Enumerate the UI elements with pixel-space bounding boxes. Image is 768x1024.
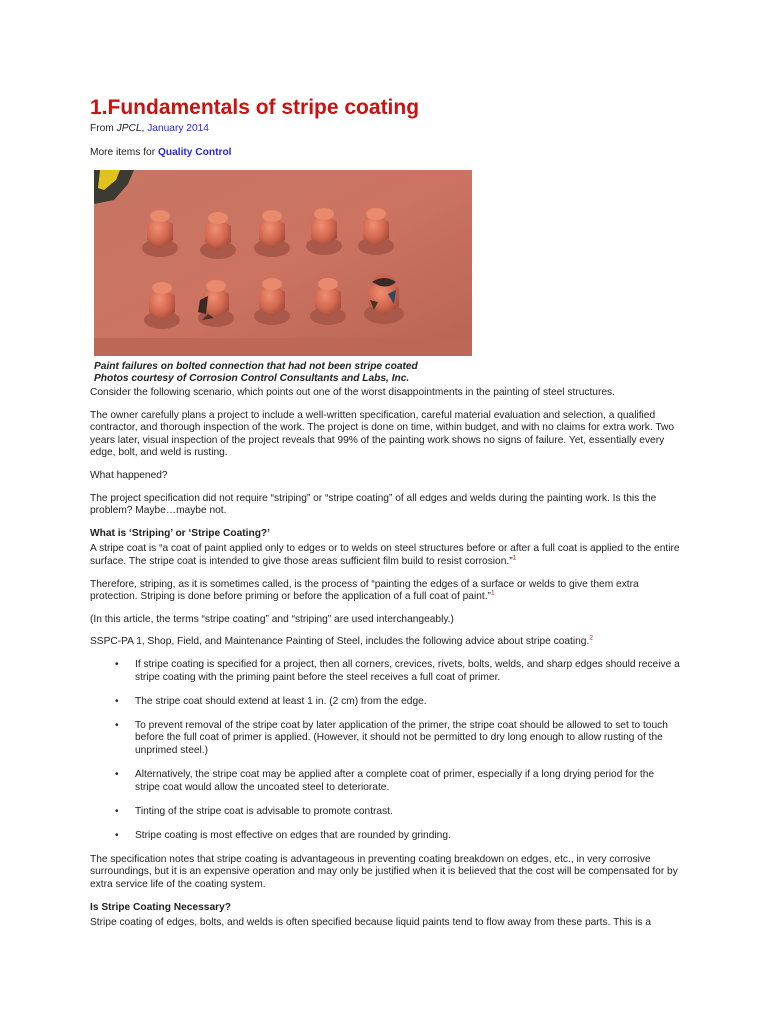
paragraph-text: Therefore, striping, as it is sometimes called, is the process of “painting the edges of a surface or welds to give them extra protection. Striping is done before priming or before the application of a full coat of paint.” [90,578,639,603]
bullet-icon: • [115,719,119,731]
date-link[interactable]: January 2014 [147,123,209,134]
paragraph: Consider the following scenario, which points out one of the worst disappointments in the painting of steel structures. [90,387,615,398]
article-title: 1.Fundamentals of stripe coating [90,96,420,119]
more-items-line [90,147,232,160]
list-item-text: Stripe coating is most effective on edges that are rounded by grinding. [135,829,451,841]
list-item-text: If stripe coating is specified for a project, then all corners, crevices, rivets, bolts, welds, and sharp edges should receive a stripe coating with the priming paint before the steel receives a full coat of primer. [135,658,680,683]
list-item [90,806,680,819]
list-item [90,769,680,794]
list-item-text: Alternatively, the stripe coat may be applied after a complete coat of primer, especially if a long drying period for the stripe coat would allow the uncoated steel to deteriorate. [135,768,655,793]
bolted-connection-photo [94,170,472,356]
caption-line-2: Photos courtesy of Corrosion Control Consultants and Labs, Inc. [94,373,410,384]
list-item-text: The stripe coat should extend at least 1 in. (2 cm) from the edge. [135,695,427,707]
bullet-icon: • [115,829,119,841]
paragraph: (In this article, the terms “stripe coating” and “striping” are used interchangeably.) [90,613,454,625]
list-item [90,659,680,684]
caption-line-1: Paint failures on bolted connection that had not been stripe coated [94,361,418,372]
paragraph-text: A stripe coat is “a coat of paint applied only to edges or to welds on steel structures before or after a full coat is applied to the entire surface. The stripe coat is intended to give those areas sufficient film build to resist corrosion.” [90,543,680,567]
paragraph: The specification notes that stripe coating is advantageous in preventing coating breakdown on edges, etc., in very corrosive surroundings, but it is an expensive operation and may only be justified when it is believed that the cost will be compensated for by extra service life of the coating system. [90,853,678,891]
plate-lower-band [94,338,472,356]
stripe-coating-advice-list [90,659,680,842]
list-item-text: Tinting of the stripe coat is advisable to promote contrast. [135,805,393,817]
paragraph: Stripe coating of edges, bolts, and welds is often specified because liquid paints tend to flow away from these parts. This is a [90,917,652,929]
paragraph-with-ref [90,543,680,568]
list-item [90,720,680,758]
paragraph-with-ref [90,579,680,604]
section-heading-what-is-striping: What is ‘Striping’ or ‘Stripe Coating?’ [90,527,270,539]
paragraph-with-ref [90,636,680,649]
source-name: JPCL [116,123,142,134]
paragraph: What happened? [90,469,168,481]
bullet-icon: • [115,805,119,817]
paragraph: The project specification did not require “striping” or “stripe coating” of all edges and welds during the painting work. Is this the problem? Maybe…maybe not. [90,492,657,517]
from-prefix: From [90,123,117,134]
footnote-ref[interactable]: 2 [589,634,593,642]
photo-illustration [94,170,472,356]
paragraph-text: SSPC-PA 1, Shop, Field, and Maintenance Painting of Steel, includes the following advice about stripe coating. [90,636,590,648]
list-item-text: To prevent removal of the stripe coat by later application of the primer, the stripe coat should be allowed to set to touch before the full coat of primer is applied. (However, it should not be permitted to dry long enough to allow rusting of the unprimed steel.) [135,719,668,756]
section-heading-is-stripe-coating-necessary: Is Stripe Coating Necessary? [90,901,231,913]
paragraph: The owner carefully plans a project to include a well-written specification, careful material evaluation and selection, a qualified contractor, and thorough inspection of the work. The project is done on time, within budget, and with no claims for extra work. Two years later, visual inspection of the project reveals that 99% of the painting work shows no signs of failure. Yet, essentially every edge, bolt, and weld is rusting. [90,409,675,459]
article-body [90,387,680,940]
list-item [90,830,680,843]
list-item [90,696,680,709]
bullet-icon: • [115,658,119,670]
steel-plate [94,170,472,356]
source-line [90,123,209,136]
photo-caption [94,361,494,385]
bullet-icon: • [115,768,119,780]
bullet-icon: • [115,695,119,707]
more-prefix: More items for [90,147,158,158]
source-separator: , [141,123,148,134]
footnote-ref[interactable]: 1 [490,589,495,597]
footnote-ref[interactable]: 1 [512,554,517,562]
quality-control-link[interactable]: Quality Control [157,147,232,158]
